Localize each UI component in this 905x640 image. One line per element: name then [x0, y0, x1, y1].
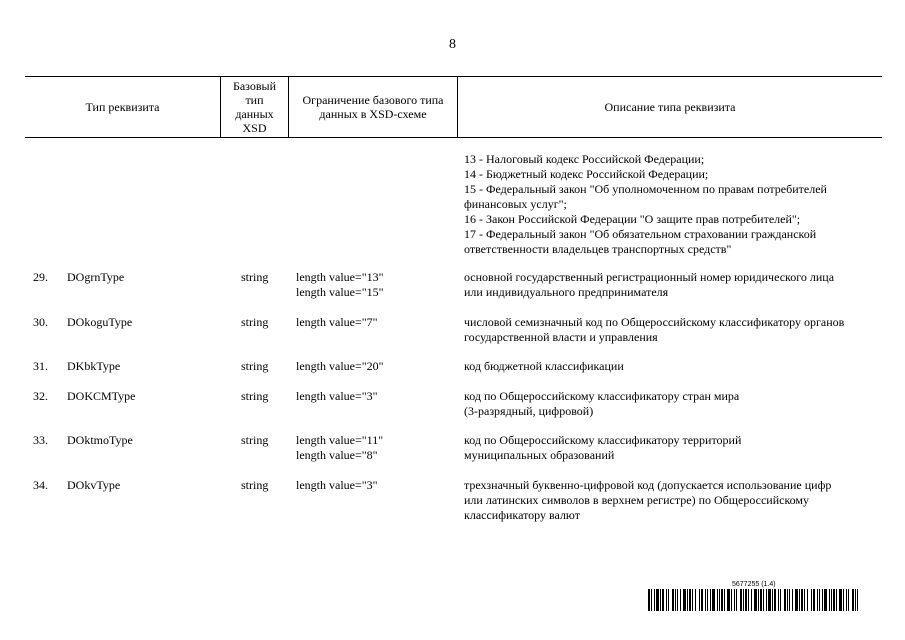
base-type: string — [241, 389, 269, 403]
table-header-rule — [25, 137, 882, 138]
row-number: 34. — [33, 478, 48, 492]
description-line: 13 - Налоговый кодекс Российской Федерации; — [464, 152, 705, 166]
type-name: DOgrnType — [67, 270, 125, 284]
restriction-line: length value="13" — [296, 270, 384, 284]
header-type — [25, 76, 220, 137]
description-line: 17 - Федеральный закон "Об обязательном страховании гражданской — [464, 227, 817, 241]
description-line: ответственности владельцев транспортных средств" — [464, 242, 732, 256]
restriction — [296, 433, 383, 463]
header-base-type-line: XSD — [242, 120, 267, 135]
type-name: DKbkType — [67, 359, 121, 373]
header-base-type — [221, 76, 288, 137]
restriction-line: length value="3" — [296, 478, 378, 492]
description-line: 15 - Федеральный закон "Об уполномоченном по правам потребителей — [464, 182, 827, 196]
restriction-line: length value="3" — [296, 389, 378, 403]
restriction — [296, 315, 378, 330]
description-line: код по Общероссийскому классификатору стран мира — [464, 389, 740, 403]
header-restriction-line: Ограничение базового типа — [302, 92, 444, 107]
type-name: DOkoguType — [67, 315, 133, 329]
header-description-text: Описание типа реквизита — [604, 99, 736, 114]
restriction — [296, 359, 384, 374]
description-line: финансовых услуг"; — [464, 197, 567, 211]
description-line: классификатору валют — [464, 508, 580, 522]
base-type: string — [241, 478, 269, 492]
description — [464, 270, 834, 300]
page-number: 8 — [449, 37, 456, 52]
description — [464, 478, 831, 523]
description — [464, 433, 741, 463]
row-number: 32. — [33, 389, 48, 403]
row-number: 31. — [33, 359, 48, 373]
header-restriction — [289, 76, 457, 137]
description-line: 16 - Закон Российской Федерации "О защите прав потребителей"; — [464, 212, 801, 226]
header-base-type-line: тип — [245, 92, 264, 107]
restriction-line: length value="8" — [296, 448, 378, 462]
type-name: DOKCMType — [67, 389, 136, 403]
restriction — [296, 270, 384, 300]
row-number: 30. — [33, 315, 48, 329]
base-type: string — [241, 270, 269, 284]
barcode-graphic — [648, 589, 858, 611]
header-base-type-line: Базовый — [232, 78, 277, 93]
row-number: 29. — [33, 270, 48, 284]
restriction-line: length value="11" — [296, 433, 384, 447]
header-type-text: Тип реквизита — [85, 99, 160, 114]
description-line: трехзначный буквенно-цифровой код (допускается использование цифр — [464, 478, 832, 492]
description-line: код по Общероссийскому классификатору территорий — [464, 433, 742, 447]
restriction-line: length value="15" — [296, 285, 384, 299]
barcode-label: 5677255 (1.4) — [732, 581, 776, 588]
continuation-description — [464, 152, 827, 257]
restriction — [296, 389, 378, 404]
description-line: муниципальных образований — [464, 448, 615, 462]
restriction-line: length value="7" — [296, 315, 378, 329]
description — [464, 315, 844, 345]
description-line: числовой семизначный код по Общероссийскому классификатору органов — [464, 315, 845, 329]
base-type: string — [241, 433, 269, 447]
type-name: DOktmoType — [67, 433, 133, 447]
header-base-type-line: данных — [235, 106, 274, 121]
restriction — [296, 478, 378, 493]
type-name: DOkvType — [67, 478, 121, 492]
description-line: (3-разрядный, цифровой) — [464, 404, 594, 418]
description — [464, 389, 739, 419]
base-type: string — [241, 359, 269, 373]
description-line: государственной власти и управления — [464, 330, 658, 344]
description-line: основной государственный регистрационный номер юридического лица — [464, 270, 835, 284]
row-number: 33. — [33, 433, 48, 447]
description-line: или латинских символов в верхнем регистре) по Общероссийскому — [464, 493, 810, 507]
description — [464, 359, 624, 374]
description-line: код бюджетной классификации — [464, 359, 624, 373]
description-line: 14 - Бюджетный кодекс Российской Федерации; — [464, 167, 709, 181]
restriction-line: length value="20" — [296, 359, 384, 373]
header-restriction-line: данных в XSD-схеме — [319, 106, 427, 121]
base-type: string — [241, 315, 269, 329]
description-line: или индивидуального предпринимателя — [464, 285, 669, 299]
header-description — [458, 76, 882, 137]
